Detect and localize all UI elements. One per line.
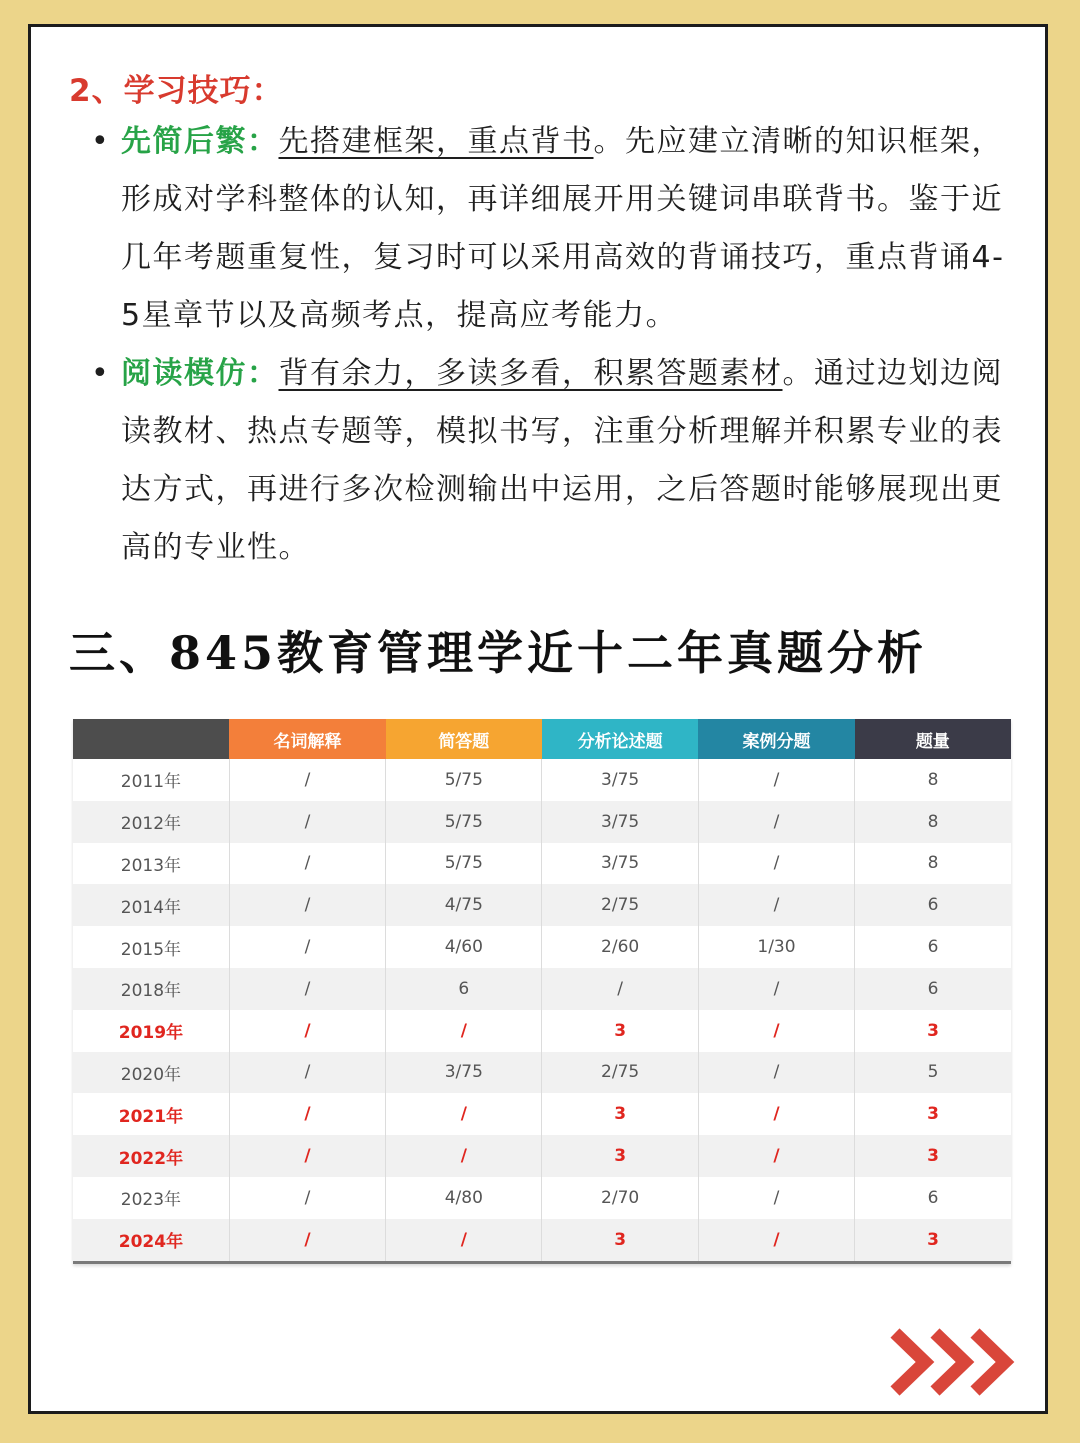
table-row xyxy=(73,926,1011,968)
table-cell: 5 xyxy=(855,1052,1011,1094)
table-row xyxy=(73,968,1011,1010)
table-cell: 3 xyxy=(542,1135,698,1177)
table-cell: / xyxy=(698,1052,854,1094)
table-row xyxy=(73,1219,1011,1262)
bullet-dot-icon: • xyxy=(91,356,111,391)
table-cell: 4/60 xyxy=(386,926,542,968)
triple-chevron-right-icon xyxy=(889,1327,1019,1401)
table-cell: 8 xyxy=(855,801,1011,843)
table-cell: / xyxy=(229,759,385,801)
section-title-study-tips: 2、学习技巧： xyxy=(69,73,284,109)
table-cell: / xyxy=(229,1093,385,1135)
table-row xyxy=(73,759,1011,801)
bullet-body-text: 。通过边划边阅读教材、热点专题等，模拟书写，注重分析理解并积累专业的表达方式，再进行多次检测输出中运用，之后答题时能够展现出更高的专业性。 xyxy=(121,356,1003,565)
table-cell: / xyxy=(229,1135,385,1177)
table-cell: / xyxy=(386,1135,542,1177)
table-cell: / xyxy=(229,1052,385,1094)
table-cell: 3 xyxy=(542,1093,698,1135)
table-row xyxy=(73,801,1011,843)
section-title-exam-analysis: 三、845教育管理学近十二年真题分析 xyxy=(69,626,928,680)
table-year-cell: 2012年 xyxy=(73,801,229,843)
table-cell: 3 xyxy=(542,1219,698,1262)
exam-analysis-table xyxy=(73,719,1011,1264)
content-card xyxy=(28,24,1048,1414)
table-cell: 1/30 xyxy=(698,926,854,968)
table-cell: / xyxy=(698,801,854,843)
table-cell: / xyxy=(698,843,854,885)
table-cell: 3 xyxy=(855,1219,1011,1262)
table-cell: / xyxy=(698,1135,854,1177)
table-year-cell: 2021年 xyxy=(73,1093,229,1135)
table-header-cell: 分析论述题 xyxy=(542,719,698,759)
table-cell: / xyxy=(229,801,385,843)
table-header-cell: 名词解释 xyxy=(229,719,385,759)
bullet-underlined-phrase: 先搭建框架，重点背书 xyxy=(278,124,594,159)
table-row xyxy=(73,843,1011,885)
table-header-cell: 题量 xyxy=(855,719,1011,759)
table-cell: / xyxy=(386,1010,542,1052)
table-cell: 8 xyxy=(855,843,1011,885)
table-cell: / xyxy=(386,1219,542,1262)
table-year-cell: 2024年 xyxy=(73,1219,229,1262)
table-cell: / xyxy=(698,968,854,1010)
table-row xyxy=(73,1010,1011,1052)
table-cell: / xyxy=(698,884,854,926)
table-cell: 6 xyxy=(855,926,1011,968)
table-cell: 2/75 xyxy=(542,884,698,926)
table-cell: 5/75 xyxy=(386,843,542,885)
table-cell: 6 xyxy=(855,968,1011,1010)
table-header-row xyxy=(73,719,1011,759)
table-year-cell: 2015年 xyxy=(73,926,229,968)
table-cell: / xyxy=(229,1177,385,1219)
table-header-cell xyxy=(73,719,229,759)
table-cell: 2/60 xyxy=(542,926,698,968)
table-row xyxy=(73,1093,1011,1135)
triple-chevron-svg xyxy=(889,1327,1019,1397)
bullet-body-text: 。先应建立清晰的知识框架，形成对学科整体的认知，再详细展开用关键词串联背书。鉴于近几年考题重复性，复习时可以采用高效的背诵技巧，重点背诵4-5星章节以及高频考点，提高应考能力。 xyxy=(121,124,1005,333)
table-cell: 5/75 xyxy=(386,759,542,801)
table-year-cell: 2023年 xyxy=(73,1177,229,1219)
table-cell: 4/80 xyxy=(386,1177,542,1219)
table-cell: / xyxy=(698,1010,854,1052)
table-cell: / xyxy=(698,1093,854,1135)
table-cell: 6 xyxy=(386,968,542,1010)
table-cell: 2/75 xyxy=(542,1052,698,1094)
table-year-cell: 2014年 xyxy=(73,884,229,926)
bullet-keyword: 先简后繁： xyxy=(121,124,279,159)
table-cell: 6 xyxy=(855,1177,1011,1219)
table-row xyxy=(73,1135,1011,1177)
table-row xyxy=(73,884,1011,926)
table-year-cell: 2013年 xyxy=(73,843,229,885)
table-cell: / xyxy=(386,1093,542,1135)
table-cell: 3 xyxy=(855,1093,1011,1135)
table-body xyxy=(73,759,1011,1262)
table-row xyxy=(73,1052,1011,1094)
bullet-underlined-phrase: 背有余力，多读多看，积累答题素材 xyxy=(278,356,783,391)
table-cell: / xyxy=(698,759,854,801)
table-year-cell: 2020年 xyxy=(73,1052,229,1094)
table-cell: / xyxy=(698,1177,854,1219)
table-cell: 3/75 xyxy=(542,843,698,885)
table-cell: 3/75 xyxy=(542,801,698,843)
table-cell: 2/70 xyxy=(542,1177,698,1219)
table-cell: / xyxy=(698,1219,854,1262)
table-cell: / xyxy=(229,1219,385,1262)
table-year-cell: 2011年 xyxy=(73,759,229,801)
table-cell: 3 xyxy=(855,1135,1011,1177)
bullet-keyword: 阅读模仿： xyxy=(121,356,279,391)
table-row xyxy=(73,1177,1011,1219)
table-cell: 3/75 xyxy=(386,1052,542,1094)
table-year-cell: 2018年 xyxy=(73,968,229,1010)
table-cell: 3 xyxy=(855,1010,1011,1052)
bullet-item-1 xyxy=(91,113,1021,345)
table-cell: 3 xyxy=(542,1010,698,1052)
table-cell: 8 xyxy=(855,759,1011,801)
table-cell: / xyxy=(229,968,385,1010)
bullet-item-2 xyxy=(91,345,1021,577)
table-cell: 5/75 xyxy=(386,801,542,843)
table-cell: / xyxy=(542,968,698,1010)
table-cell: 3/75 xyxy=(542,759,698,801)
table-cell: 6 xyxy=(855,884,1011,926)
table-header-cell: 案例分题 xyxy=(698,719,854,759)
table-cell: / xyxy=(229,1010,385,1052)
table-cell: / xyxy=(229,884,385,926)
table-cell: / xyxy=(229,843,385,885)
table-year-cell: 2022年 xyxy=(73,1135,229,1177)
table-header-cell: 简答题 xyxy=(386,719,542,759)
table-cell: / xyxy=(229,926,385,968)
table-year-cell: 2019年 xyxy=(73,1010,229,1052)
table-cell: 4/75 xyxy=(386,884,542,926)
bullet-dot-icon: • xyxy=(91,124,111,159)
